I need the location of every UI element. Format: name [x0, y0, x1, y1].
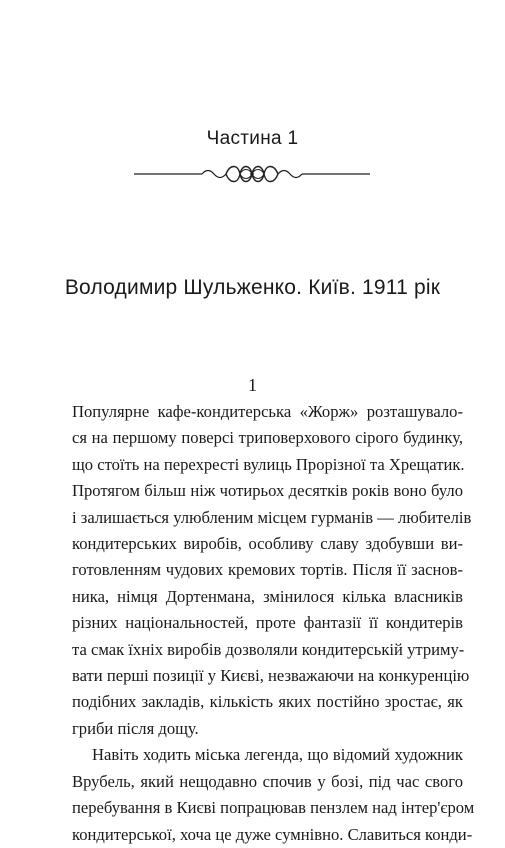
text-line: та смак їхніх виробів дозволяли кондитерській утриму-	[72, 639, 465, 659]
section-number: 1	[248, 375, 257, 395]
text-line: Протягом більш ніж чотирьох десятків років воно було	[72, 481, 463, 501]
text-line: Навіть ходить міська легенда, що відомий художник	[92, 745, 463, 765]
body-text	[72, 399, 475, 848]
text-line: вати перші позиції у Києві, незважаючи на конкуренцію	[72, 666, 470, 686]
text-line: подібних закладів, кількість яких постійно зростає, як	[72, 692, 463, 712]
text-line: перебування в Києві попрацював пензлем над інтер'єром	[72, 798, 475, 818]
text-line: Врубель, який нещодавно спочив у бозі, під час свого	[72, 771, 463, 791]
paragraph	[72, 742, 475, 848]
text-line: і залишається улюбленим місцем гурманів — любителів	[72, 507, 472, 527]
text-line: гриби після дощу.	[72, 718, 199, 738]
text-line: кондитерської, хоча це дуже сумнівно. Славиться конди-	[72, 824, 473, 844]
text-line: кондитерських виробів, особливу славу здобувши ви-	[72, 534, 463, 554]
text-line: що стоїть на перехресті вулиць Прорізної та Хрещатик.	[72, 454, 465, 474]
paragraph	[72, 399, 472, 742]
text-line: Популярне кафе-кондитерська «Жорж» розташувало-	[72, 402, 463, 421]
decorative-ornament	[132, 163, 372, 185]
text-line: готовленням чудових кремових тортів. Після її заснов-	[72, 560, 463, 580]
chapter-title: Володимир Шульженко. Київ. 1911 рік	[64, 276, 441, 299]
text-line: різних національностей, проте фантазії її кондитерів	[72, 613, 463, 633]
text-line: ся на першому поверсі триповерхового сірого будинку,	[72, 428, 463, 448]
text-line: ника, німця Дортенмана, змінилося кілька власників	[72, 586, 463, 606]
part-title: Частина 1	[206, 128, 299, 149]
